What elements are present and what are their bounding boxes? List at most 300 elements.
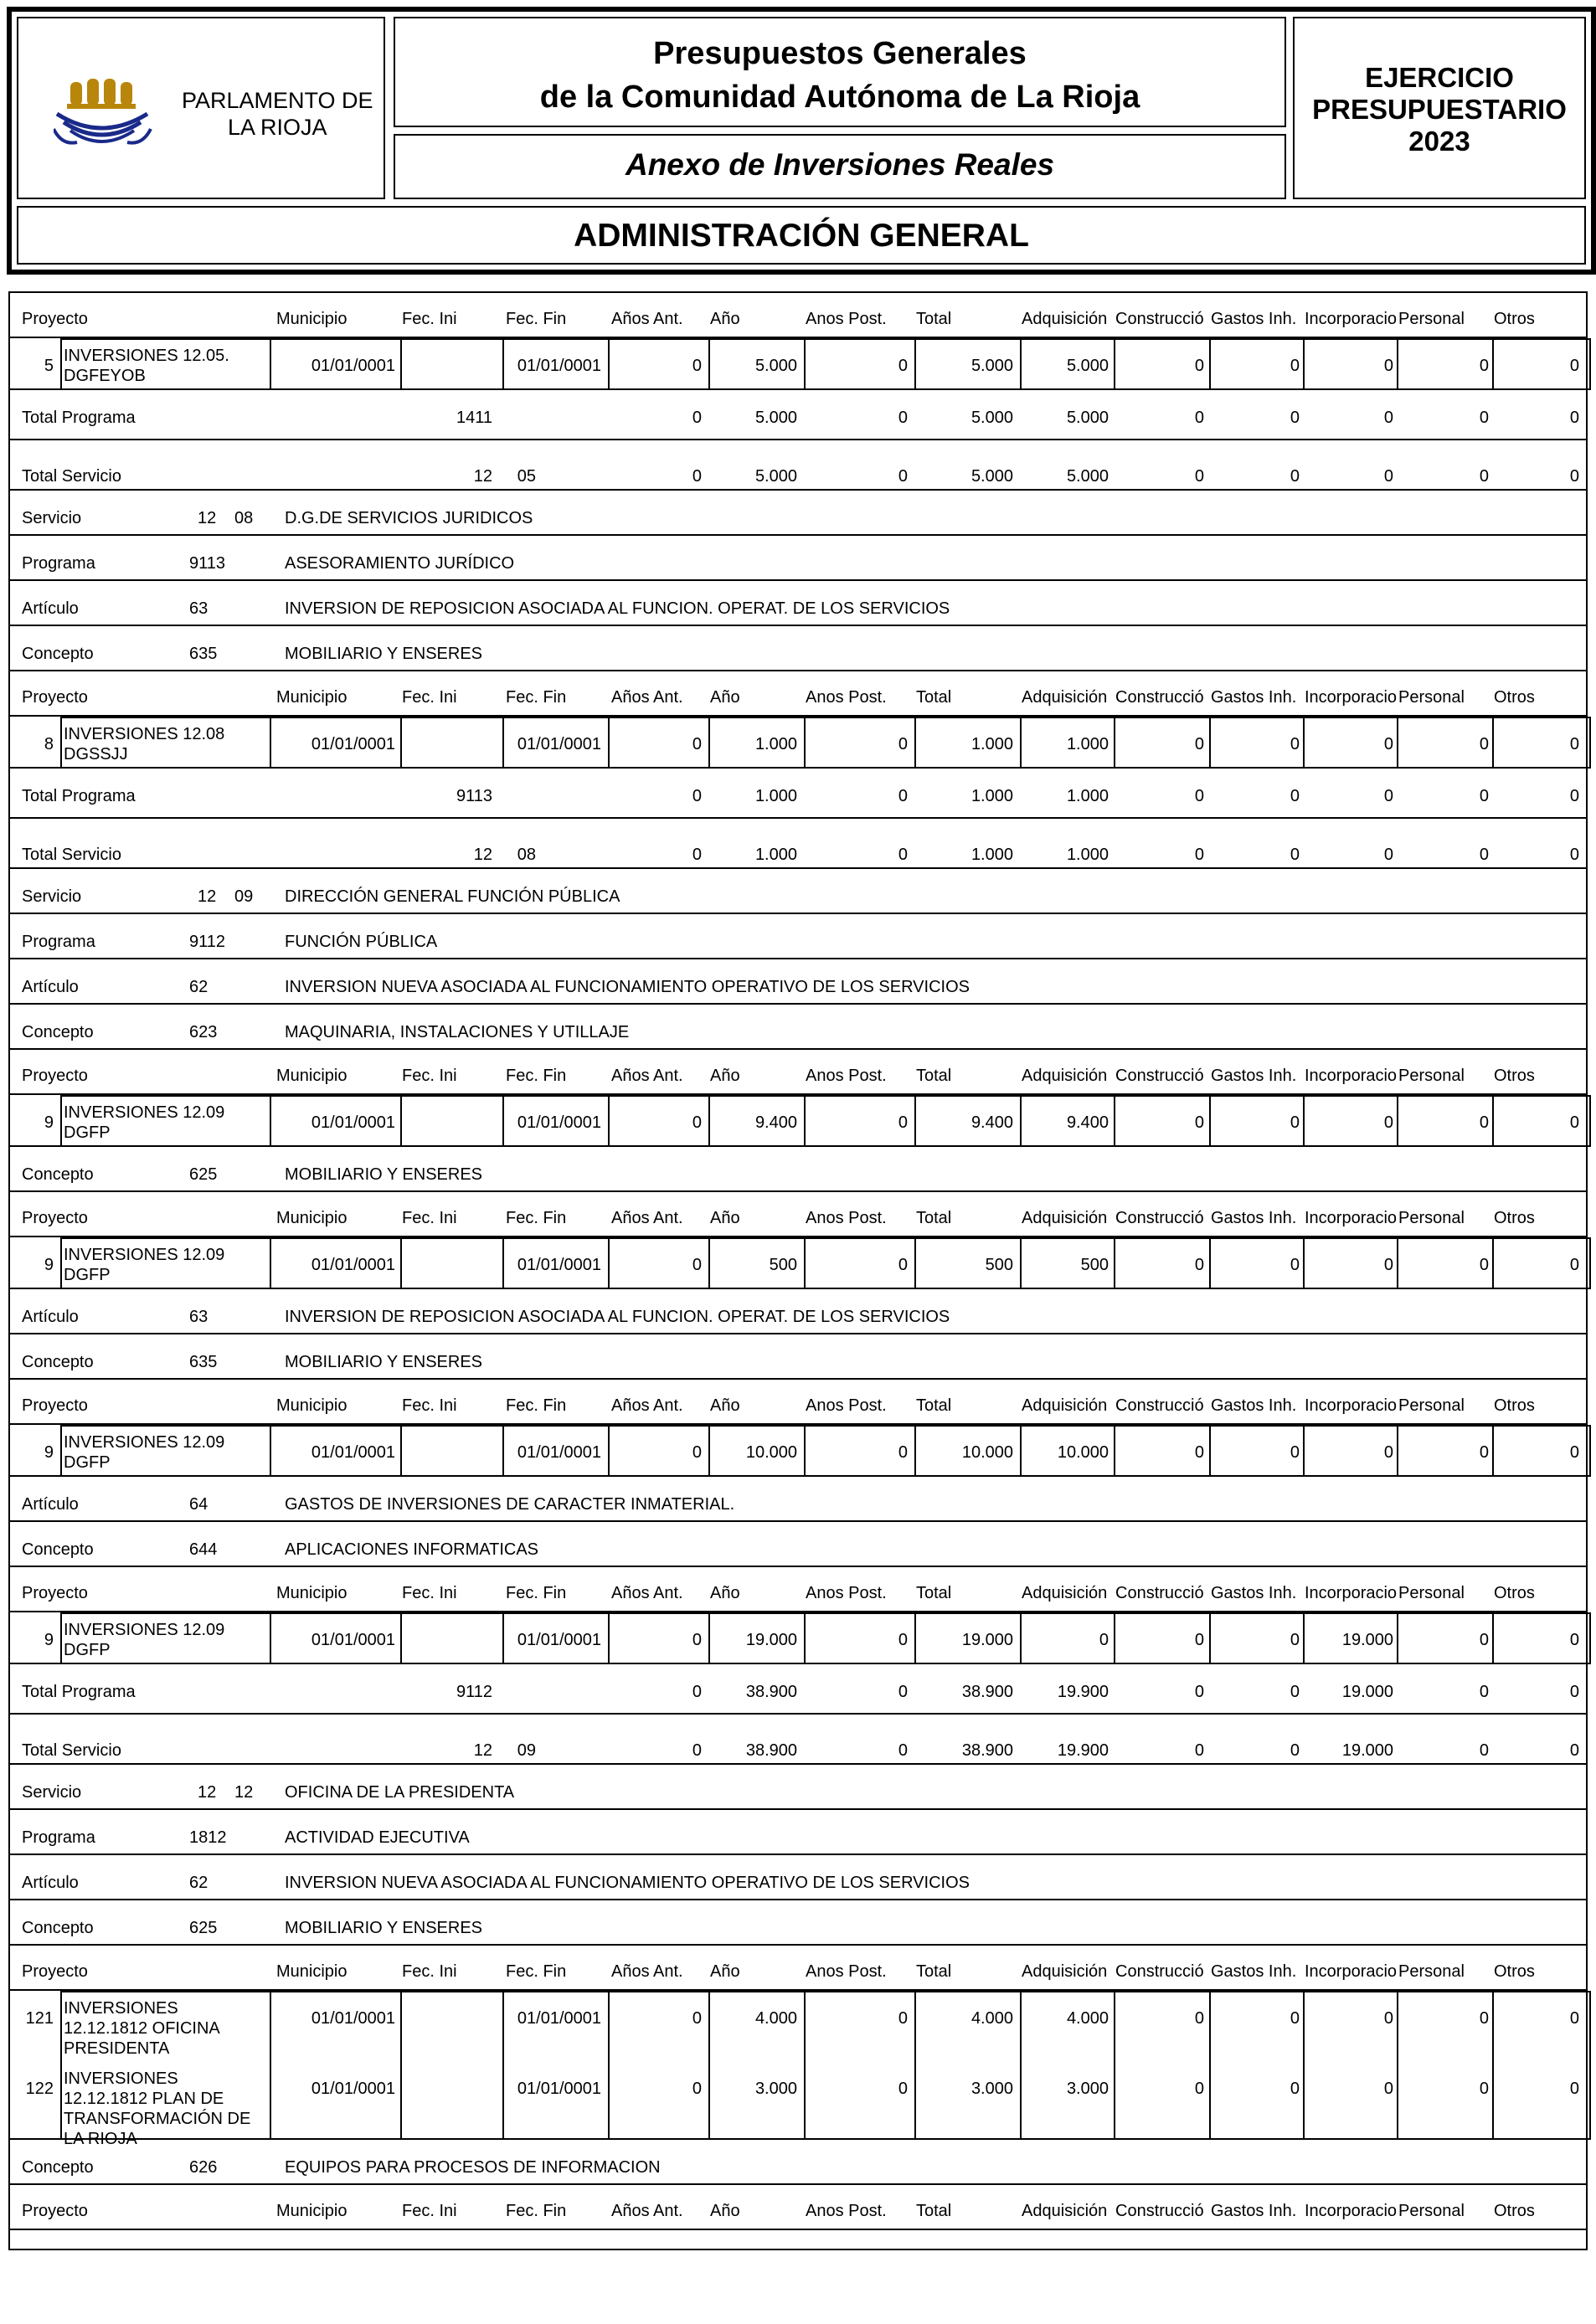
total-row xyxy=(10,390,1586,440)
column-header: Personal xyxy=(1398,1067,1465,1085)
amount-cell: 0 xyxy=(1194,2080,1204,2098)
total-amount: 0 xyxy=(1479,467,1489,486)
level-description: MOBILIARIO Y ENSERES xyxy=(285,1353,483,1371)
level-code: 1812 xyxy=(189,1828,227,1847)
level-code: 625 xyxy=(189,1165,218,1184)
column-header: Incorporacio xyxy=(1305,688,1398,707)
start-date: 01/01/0001 xyxy=(311,2009,395,2028)
total-amount: 0 xyxy=(1194,1741,1204,1760)
column-header: Incorporacio xyxy=(1305,310,1398,328)
column-header: Municipio xyxy=(276,1067,348,1085)
amount-cell: 0 xyxy=(1194,1443,1204,1462)
column-header: Fec. Fin xyxy=(506,1584,567,1602)
table-cell xyxy=(400,1095,504,1147)
total-label: Total Programa xyxy=(22,409,136,427)
total-amount: 19.000 xyxy=(1341,1741,1393,1760)
amount-cell: 0 xyxy=(1290,1113,1300,1132)
total-row xyxy=(10,1664,1586,1715)
column-header: Construcció xyxy=(1115,1067,1204,1085)
classification-row xyxy=(10,869,1586,914)
column-header: Fec. Fin xyxy=(506,688,567,707)
column-header: Anos Post. xyxy=(806,2202,887,2220)
column-header: Años Ant. xyxy=(611,1067,683,1085)
fiscal-year-panel xyxy=(1293,17,1586,199)
total-amount: 0 xyxy=(1290,1683,1300,1701)
parliament-name xyxy=(182,87,373,141)
column-header: Adquisición xyxy=(1022,1584,1108,1602)
level-description: GASTOS DE INVERSIONES DE CARACTER INMATERIAL. xyxy=(285,1495,735,1514)
column-header-row xyxy=(10,1192,1586,1237)
amount-cell: 0 xyxy=(1383,357,1393,375)
total-amount: 5.000 xyxy=(1066,409,1109,427)
column-header: Adquisición xyxy=(1022,1067,1108,1085)
column-header: Personal xyxy=(1398,688,1465,707)
amount-cell: 0 xyxy=(1383,2080,1393,2098)
classification-row xyxy=(10,2140,1586,2185)
amount-cell: 10.000 xyxy=(961,1443,1013,1462)
column-header: Construcció xyxy=(1115,1584,1204,1602)
column-header: Adquisición xyxy=(1022,310,1108,328)
amount-cell: 0 xyxy=(1383,1443,1393,1462)
level-description: MAQUINARIA, INSTALACIONES Y UTILLAJE xyxy=(285,1023,630,1041)
total-amount: 0 xyxy=(1569,846,1579,864)
column-header: Fec. Ini xyxy=(402,310,457,328)
total-amount: 0 xyxy=(1194,467,1204,486)
column-header: Fec. Ini xyxy=(402,1209,457,1227)
classification-row xyxy=(10,491,1586,536)
amount-cell: 5.000 xyxy=(1066,357,1109,375)
column-header: Adquisición xyxy=(1022,2202,1108,2220)
total-amount: 5.000 xyxy=(970,467,1013,486)
table-cell xyxy=(400,1612,504,1664)
total-amount: 0 xyxy=(692,1683,702,1701)
total-amount: 38.900 xyxy=(745,1741,797,1760)
column-header: Fec. Ini xyxy=(402,1396,457,1415)
column-header: Personal xyxy=(1398,310,1465,328)
column-header: Anos Post. xyxy=(806,1396,887,1415)
amount-cell: 4.000 xyxy=(970,2009,1013,2028)
end-date: 01/01/0001 xyxy=(517,2009,601,2028)
parliament-line-1: PARLAMENTO DE xyxy=(182,88,373,113)
column-header: Otros xyxy=(1494,1067,1535,1085)
amount-cell: 1.000 xyxy=(754,735,797,753)
amount-cell: 0 xyxy=(1479,735,1489,753)
total-amount: 0 xyxy=(1290,1741,1300,1760)
project-name: DGFP xyxy=(64,1453,111,1472)
amount-cell: 0 xyxy=(692,735,702,753)
classification-row xyxy=(10,1477,1586,1522)
column-header: Total xyxy=(916,1067,952,1085)
end-date: 01/01/0001 xyxy=(517,1256,601,1274)
total-amount: 0 xyxy=(898,787,908,805)
start-date: 01/01/0001 xyxy=(311,2080,395,2098)
column-header: Proyecto xyxy=(22,2202,88,2220)
end-date: 01/01/0001 xyxy=(517,1443,601,1462)
annex-panel xyxy=(394,134,1286,199)
level-label: Programa xyxy=(22,1828,95,1847)
project-number: 9 xyxy=(44,1631,54,1649)
level-label: Servicio xyxy=(22,1783,82,1802)
level-description: OFICINA DE LA PRESIDENTA xyxy=(285,1783,515,1802)
total-amount: 0 xyxy=(898,1741,908,1760)
classification-row xyxy=(10,1765,1586,1810)
row-divider xyxy=(10,2229,1586,2230)
classification-row xyxy=(10,1334,1586,1380)
amount-cell: 9.400 xyxy=(970,1113,1013,1132)
column-header: Municipio xyxy=(276,1396,348,1415)
column-header: Municipio xyxy=(276,1962,348,1981)
total-label: Total Servicio xyxy=(22,1741,121,1760)
table-cell xyxy=(400,338,504,390)
total-amount: 19.000 xyxy=(1341,1683,1393,1701)
year-line-2: PRESUPUESTARIO xyxy=(1312,94,1567,125)
total-amount: 0 xyxy=(1290,467,1300,486)
total-amount: 0 xyxy=(1194,846,1204,864)
column-header: Proyecto xyxy=(22,1962,88,1981)
amount-cell: 0 xyxy=(1194,357,1204,375)
column-header: Adquisición xyxy=(1022,1962,1108,1981)
project-name: 12.12.1812 PLAN DE xyxy=(64,2090,224,2108)
column-header: Años Ant. xyxy=(611,688,683,707)
column-header: Anos Post. xyxy=(806,1067,887,1085)
total-row xyxy=(10,769,1586,819)
column-header: Adquisición xyxy=(1022,688,1108,707)
column-header: Municipio xyxy=(276,310,348,328)
column-header: Fec. Fin xyxy=(506,1067,567,1085)
column-header: Fec. Fin xyxy=(506,310,567,328)
project-name: DGFP xyxy=(64,1123,111,1142)
column-header-row xyxy=(10,1946,1586,1991)
project-name: INVERSIONES 12.09 xyxy=(64,1433,225,1452)
project-row xyxy=(10,717,1586,769)
column-header: Incorporacio xyxy=(1305,2202,1398,2220)
amount-cell: 0 xyxy=(898,2080,908,2098)
column-header: Total xyxy=(916,1584,952,1602)
amount-cell: 0 xyxy=(1569,735,1579,753)
project-name: LA RIOJA xyxy=(64,2130,137,2148)
level-label: Concepto xyxy=(22,1540,94,1559)
level-label: Concepto xyxy=(22,1165,94,1184)
amount-cell: 0 xyxy=(692,1631,702,1649)
level-description: APLICACIONES INFORMATICAS xyxy=(285,1540,539,1559)
level-label: Artículo xyxy=(22,978,79,996)
amount-cell: 500 xyxy=(769,1256,797,1274)
amount-cell: 0 xyxy=(1569,1631,1579,1649)
parliament-line-2: LA RIOJA xyxy=(228,115,327,140)
total-label: Total Programa xyxy=(22,787,136,805)
column-header: Fec. Fin xyxy=(506,1962,567,1981)
start-date: 01/01/0001 xyxy=(311,1113,395,1132)
document-title xyxy=(395,32,1285,119)
start-date: 01/01/0001 xyxy=(311,1443,395,1462)
total-amount: 0 xyxy=(1383,467,1393,486)
level-label: Artículo xyxy=(22,1495,79,1514)
total-row xyxy=(10,1715,1586,1765)
column-header: Incorporacio xyxy=(1305,1584,1398,1602)
column-header: Año xyxy=(710,1962,740,1981)
amount-cell: 0 xyxy=(692,2009,702,2028)
level-description: MOBILIARIO Y ENSERES xyxy=(285,1165,483,1184)
project-name: INVERSIONES 12.05. xyxy=(64,347,229,365)
column-header: Municipio xyxy=(276,688,348,707)
total-amount: 0 xyxy=(692,1741,702,1760)
title-line-1: Presupuestos Generales xyxy=(653,36,1027,71)
column-header: Anos Post. xyxy=(806,1962,887,1981)
amount-cell: 0 xyxy=(1194,735,1204,753)
end-date: 01/01/0001 xyxy=(517,2080,601,2098)
amount-cell: 9.400 xyxy=(754,1113,797,1132)
column-header: Gastos Inh. xyxy=(1211,1962,1297,1981)
column-header-row xyxy=(10,1567,1586,1612)
column-header: Proyecto xyxy=(22,1209,88,1227)
column-header: Incorporacio xyxy=(1305,1962,1398,1981)
total-amount: 0 xyxy=(1290,846,1300,864)
column-header: Años Ant. xyxy=(611,1962,683,1981)
amount-cell: 0 xyxy=(1194,1113,1204,1132)
project-number: 121 xyxy=(25,2009,54,2028)
total-code: 9112 xyxy=(456,1683,492,1701)
level-label: Servicio xyxy=(22,509,82,527)
total-amount: 1.000 xyxy=(970,787,1013,805)
column-header: Proyecto xyxy=(22,688,88,707)
total-amount: 0 xyxy=(692,467,702,486)
total-amount: 0 xyxy=(1569,1683,1579,1701)
total-amount: 0 xyxy=(1479,787,1489,805)
total-amount: 5.000 xyxy=(754,409,797,427)
column-header: Otros xyxy=(1494,1209,1535,1227)
column-header: Total xyxy=(916,1396,952,1415)
year-line-1: EJERCICIO xyxy=(1365,62,1514,93)
column-header: Municipio xyxy=(276,1209,348,1227)
total-amount: 1.000 xyxy=(1066,846,1109,864)
amount-cell: 0 xyxy=(1479,1256,1489,1274)
start-date: 01/01/0001 xyxy=(311,1631,395,1649)
logo-panel xyxy=(17,17,385,199)
total-amount: 0 xyxy=(1479,1741,1489,1760)
end-date: 01/01/0001 xyxy=(517,357,601,375)
amount-cell: 0 xyxy=(692,2080,702,2098)
amount-cell: 0 xyxy=(1569,2080,1579,2098)
amount-cell: 3.000 xyxy=(970,2080,1013,2098)
amount-cell: 0 xyxy=(1383,1113,1393,1132)
total-amount: 1.000 xyxy=(754,846,797,864)
project-number: 9 xyxy=(44,1256,54,1274)
project-row xyxy=(10,1425,1586,1477)
column-header: Gastos Inh. xyxy=(1211,1067,1297,1085)
total-amount: 0 xyxy=(898,467,908,486)
amount-cell: 10.000 xyxy=(1057,1443,1109,1462)
total-amount: 0 xyxy=(1479,1683,1489,1701)
classification-row xyxy=(10,1855,1586,1900)
level-code: 625 xyxy=(189,1919,218,1937)
amount-cell: 5.000 xyxy=(970,357,1013,375)
amount-cell: 0 xyxy=(1569,1256,1579,1274)
total-amount: 1.000 xyxy=(754,787,797,805)
total-amount: 38.900 xyxy=(961,1683,1013,1701)
column-header-row xyxy=(10,1380,1586,1425)
column-header: Municipio xyxy=(276,2202,348,2220)
end-date: 01/01/0001 xyxy=(517,1113,601,1132)
amount-cell: 0 xyxy=(1479,2080,1489,2098)
section-panel xyxy=(17,206,1586,265)
amount-cell: 0 xyxy=(1383,735,1393,753)
column-header: Años Ant. xyxy=(611,1584,683,1602)
title-panel xyxy=(394,17,1286,127)
total-amount: 0 xyxy=(1569,409,1579,427)
total-label: Total Programa xyxy=(22,1683,136,1701)
amount-cell: 19.000 xyxy=(1341,1631,1393,1649)
level-code: 635 xyxy=(189,645,218,663)
project-number: 9 xyxy=(44,1113,54,1132)
amount-cell: 0 xyxy=(1479,357,1489,375)
level-label: Servicio xyxy=(22,887,82,906)
amount-cell: 0 xyxy=(1383,2009,1393,2028)
amount-cell: 0 xyxy=(692,1256,702,1274)
amount-cell: 0 xyxy=(1194,2009,1204,2028)
amount-cell: 0 xyxy=(898,735,908,753)
column-header-row xyxy=(10,293,1586,338)
total-row xyxy=(10,440,1586,491)
column-header: Otros xyxy=(1494,1396,1535,1415)
level-code-sub: 08 xyxy=(234,509,254,527)
project-name: INVERSIONES xyxy=(64,2069,178,2088)
total-code: 9113 xyxy=(456,787,492,805)
amount-cell: 1.000 xyxy=(970,735,1013,753)
column-header: Fec. Ini xyxy=(402,2202,457,2220)
total-amount: 0 xyxy=(692,787,702,805)
total-amount: 0 xyxy=(1194,409,1204,427)
level-code: 9112 xyxy=(189,933,226,951)
parliament-logo xyxy=(54,70,171,162)
column-header: Fec. Fin xyxy=(506,1396,567,1415)
classification-row xyxy=(10,1289,1586,1334)
column-header: Personal xyxy=(1398,1962,1465,1981)
classification-row xyxy=(10,959,1586,1005)
level-description: DIRECCIÓN GENERAL FUNCIÓN PÚBLICA xyxy=(285,887,620,906)
amount-cell: 3.000 xyxy=(1066,2080,1109,2098)
total-label: Total Servicio xyxy=(22,846,121,864)
classification-row xyxy=(10,1810,1586,1855)
total-amount: 0 xyxy=(1290,787,1300,805)
section-title: ADMINISTRACIÓN GENERAL xyxy=(574,218,1029,254)
project-name: INVERSIONES 12.08 xyxy=(64,725,225,743)
column-header: Año xyxy=(710,1067,740,1085)
amount-cell: 19.000 xyxy=(961,1631,1013,1649)
level-code-sub: 09 xyxy=(234,887,254,906)
level-label: Programa xyxy=(22,554,95,573)
amount-cell: 0 xyxy=(1099,1631,1109,1649)
column-header: Año xyxy=(710,1584,740,1602)
project-row xyxy=(10,1612,1586,1664)
column-header: Fec. Ini xyxy=(402,1067,457,1085)
amount-cell: 0 xyxy=(1290,357,1300,375)
project-number: 8 xyxy=(44,735,54,753)
level-label: Artículo xyxy=(22,599,79,618)
total-amount: 0 xyxy=(1569,787,1579,805)
level-code-sub: 12 xyxy=(234,1783,254,1802)
amount-cell: 0 xyxy=(1290,1631,1300,1649)
column-header: Personal xyxy=(1398,2202,1465,2220)
column-header: Personal xyxy=(1398,1396,1465,1415)
annex-title: Anexo de Inversiones Reales xyxy=(625,147,1055,182)
project-number: 122 xyxy=(25,2080,54,2098)
column-header: Fec. Ini xyxy=(402,1962,457,1981)
year-line-3: 2023 xyxy=(1408,126,1470,157)
column-header: Gastos Inh. xyxy=(1211,1584,1297,1602)
column-header: Año xyxy=(710,2202,740,2220)
amount-cell: 0 xyxy=(692,1113,702,1132)
start-date: 01/01/0001 xyxy=(311,735,395,753)
level-code: 63 xyxy=(189,1308,209,1326)
column-header: Incorporacio xyxy=(1305,1067,1398,1085)
column-header: Años Ant. xyxy=(611,310,683,328)
column-header: Otros xyxy=(1494,688,1535,707)
column-header: Personal xyxy=(1398,1209,1465,1227)
project-name: DGFEYOB xyxy=(64,367,146,385)
column-header: Fec. Ini xyxy=(402,1584,457,1602)
total-amount: 0 xyxy=(1479,409,1489,427)
column-header: Construcció xyxy=(1115,1396,1204,1415)
project-name: DGSSJJ xyxy=(64,745,128,764)
amount-cell: 0 xyxy=(1479,1631,1489,1649)
project-number: 5 xyxy=(44,357,54,375)
column-header: Total xyxy=(916,688,952,707)
column-header: Gastos Inh. xyxy=(1211,310,1297,328)
total-code: 1411 xyxy=(456,409,492,427)
column-header: Fec. Fin xyxy=(506,1209,567,1227)
amount-cell: 5.000 xyxy=(754,357,797,375)
column-header: Construcció xyxy=(1115,688,1204,707)
column-header: Proyecto xyxy=(22,1396,88,1415)
fiscal-year xyxy=(1295,62,1584,157)
level-code: 12 xyxy=(198,509,217,527)
total-amount: 0 xyxy=(1383,846,1393,864)
amount-cell: 0 xyxy=(1290,1256,1300,1274)
classification-row xyxy=(10,581,1586,626)
level-code: 12 xyxy=(198,1783,217,1802)
classification-row xyxy=(10,1522,1586,1567)
column-header: Fec. Fin xyxy=(506,2202,567,2220)
column-header: Anos Post. xyxy=(806,310,887,328)
amount-cell: 0 xyxy=(898,1113,908,1132)
project-name: TRANSFORMACIÓN DE xyxy=(64,2110,251,2128)
column-header: Adquisición xyxy=(1022,1396,1108,1415)
level-code: 62 xyxy=(189,1874,209,1892)
total-amount: 0 xyxy=(898,1683,908,1701)
column-header: Gastos Inh. xyxy=(1211,2202,1297,2220)
level-code: 623 xyxy=(189,1023,218,1041)
project-row xyxy=(10,1991,1586,2148)
level-code: 63 xyxy=(189,599,209,618)
column-header: Construcció xyxy=(1115,1209,1204,1227)
total-amount: 0 xyxy=(1383,787,1393,805)
amount-cell: 0 xyxy=(898,1443,908,1462)
column-header: Incorporacio xyxy=(1305,1209,1398,1227)
column-header: Adquisición xyxy=(1022,1209,1108,1227)
amount-cell: 0 xyxy=(692,1443,702,1462)
amount-cell: 0 xyxy=(898,1631,908,1649)
total-amount: 0 xyxy=(1194,1683,1204,1701)
project-row xyxy=(10,338,1586,390)
end-date: 01/01/0001 xyxy=(517,735,601,753)
project-row xyxy=(10,1237,1586,1289)
level-label: Concepto xyxy=(22,645,94,663)
amount-cell: 0 xyxy=(1479,1113,1489,1132)
column-header: Gastos Inh. xyxy=(1211,1396,1297,1415)
amount-cell: 0 xyxy=(692,357,702,375)
project-number: 9 xyxy=(44,1443,54,1462)
amount-cell: 0 xyxy=(898,357,908,375)
